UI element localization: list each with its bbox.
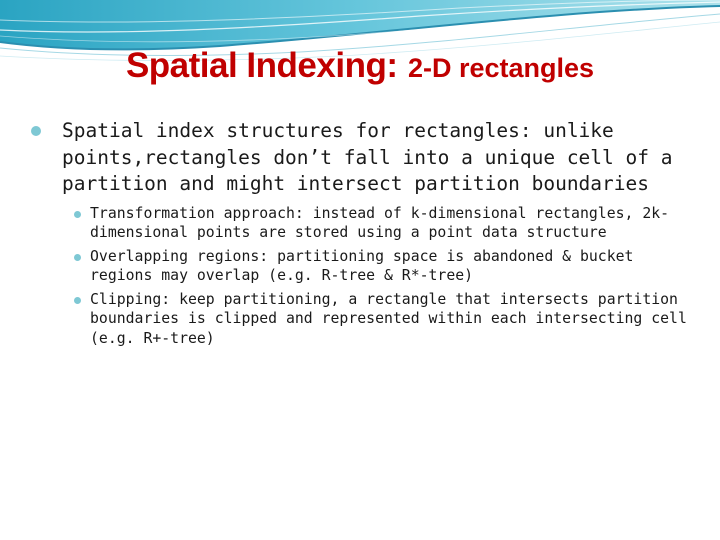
slide-content <box>24 118 704 352</box>
sub-bullet-list <box>24 204 704 349</box>
title-sub: 2-D rectangles <box>407 53 595 83</box>
sub-bullet-text: Transformation approach: instead of k-dimensional rectangles, 2k-dimensional points are stored using a point data structure <box>90 204 670 241</box>
main-bullet-text: Spatial index structures for rectangles: unlike points,rectangles don’t fall into a unique cell of a partition and might intersect partition boundaries <box>62 119 673 195</box>
sub-bullet-text: Overlapping regions: partitioning space is abandoned & bucket regions may overlap (e.g. R-tree & R*-tree) <box>90 247 634 284</box>
bullet-dot-icon <box>31 126 41 136</box>
main-bullet <box>24 118 704 198</box>
sub-bullet-text: Clipping: keep partitioning, a rectangle that intersects partition boundaries is clipped and represented within each intersecting cell (e.g. R+-tree) <box>90 290 687 347</box>
sub-bullet <box>72 204 704 243</box>
sub-bullet <box>72 247 704 286</box>
bullet-dot-icon <box>74 297 81 304</box>
title-main: Spatial Indexing: <box>125 46 398 85</box>
sub-bullet <box>72 290 704 349</box>
bullet-dot-icon <box>74 211 81 218</box>
bullet-dot-icon <box>74 254 81 261</box>
slide-title <box>0 46 720 86</box>
